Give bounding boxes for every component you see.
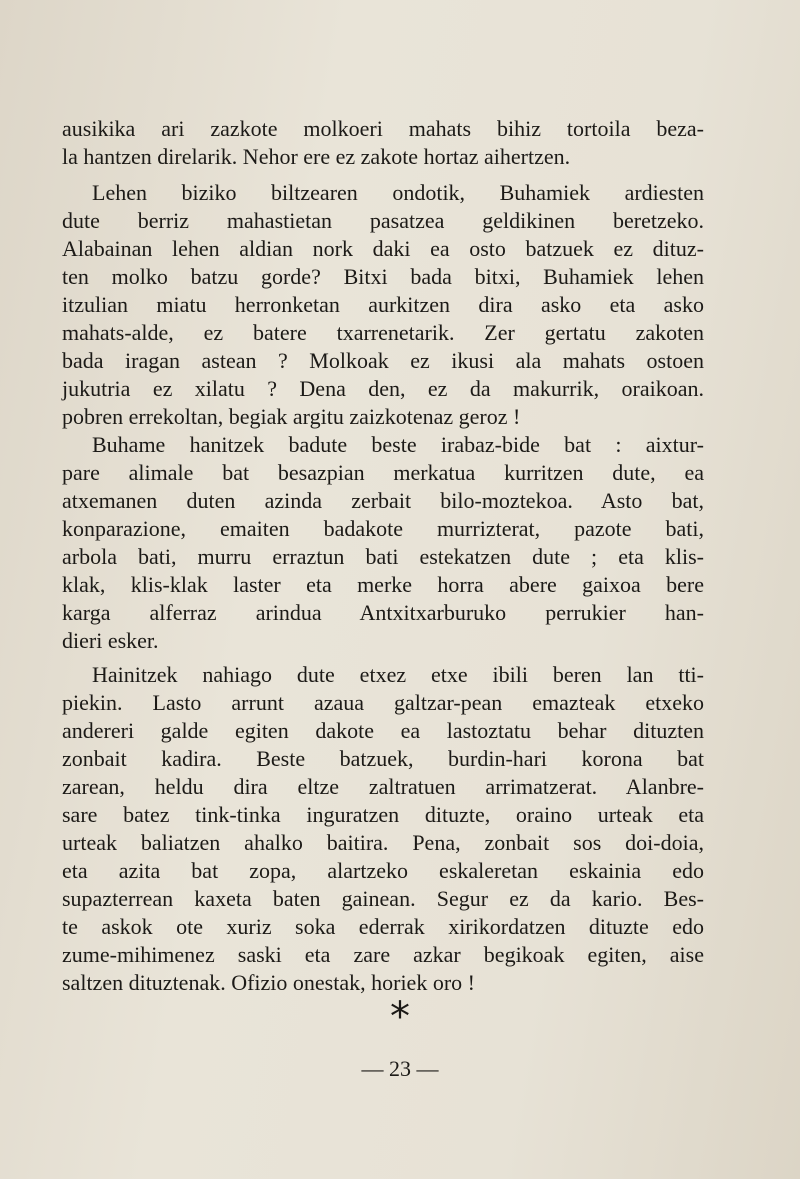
text-line: Hainitzek nahiago dute etxez etxe ibili beren lan tti- xyxy=(92,662,704,687)
text-line: pare alimale bat besazpian merkatua kurritzen dute, ea xyxy=(62,460,704,485)
text-line: atxemanen duten azinda zerbait bilo-moztekoa. Asto bat, xyxy=(62,488,704,513)
text-line: zonbait kadira. Beste batzuek, burdin-hari korona bat xyxy=(62,746,704,771)
text-line: sare batez tink-tinka inguratzen dituzte, oraino urteak eta xyxy=(62,802,704,827)
text-line: ausikika ari zazkote molkoeri mahats bihiz tortoila beza- xyxy=(62,116,704,141)
text-line: mahats-alde, ez batere txarrenetarik. Zer gertatu zakoten xyxy=(62,320,704,345)
text-line: dute berriz mahastietan pasatzea geldikinen beretzeko. xyxy=(62,208,704,233)
text-line: piekin. Lasto arrunt azaua galtzar-pean emazteak etxeko xyxy=(62,690,704,715)
section-ornament: * xyxy=(390,994,410,1040)
text-line: pobren errekoltan, begiak argitu zaizkotenaz geroz ! xyxy=(62,404,521,429)
text-line: zarean, heldu dira eltze zaltratuen arrimatzerat. Alanbre- xyxy=(62,774,704,799)
text-line: Buhame hanitzek badute beste irabaz-bide bat : aixtur- xyxy=(92,432,704,457)
text-line: ten molko batzu gorde? Bitxi bada bitxi, Buhamiek lehen xyxy=(62,264,704,289)
text-line: dieri esker. xyxy=(62,628,159,653)
text-line: supazterrean kaxeta baten gainean. Segur ez da kario. Bes- xyxy=(62,886,704,911)
text-line: bada iragan astean ? Molkoak ez ikusi ala mahats ostoen xyxy=(62,348,704,373)
text-line: karga alferraz arindua Antxitxarburuko perrukier han- xyxy=(62,600,704,625)
page-number: — 23 — xyxy=(361,1056,439,1081)
text-line: eta azita bat zopa, alartzeko eskaleretan eskainia edo xyxy=(62,858,704,883)
text-line: klak, klis-klak laster eta merke horra abere gaixoa bere xyxy=(62,572,704,597)
text-line: itzulian miatu herronketan aurkitzen dira asko eta asko xyxy=(62,292,704,317)
text-line: saltzen dituztenak. Ofizio onestak, horiek oro ! xyxy=(62,970,475,995)
text-line: te askok ote xuriz soka ederrak xirikordatzen dituzte edo xyxy=(62,914,704,939)
text-line: la hantzen direlarik. Nehor ere ez zakote hortaz aihertzen. xyxy=(62,144,571,169)
text-line: konparazione, emaiten badakote murrizterat, pazote bati, xyxy=(62,516,704,541)
text-line: zume-mihimenez saski eta zare azkar begikoak egiten, aise xyxy=(62,942,704,967)
text-line: andereri galde egiten dakote ea lastoztatu behar dituzten xyxy=(62,718,704,743)
text-line: Lehen biziko biltzearen ondotik, Buhamiek ardiesten xyxy=(92,180,704,205)
text-line: arbola bati, murru erraztun bati estekatzen dute ; eta klis- xyxy=(62,544,704,569)
text-line: urteak baliatzen ahalko baitira. Pena, zonbait sos doi-doia, xyxy=(62,830,704,855)
text-line: Alabainan lehen aldian nork daki ea osto batzuek ez dituz- xyxy=(62,236,704,261)
text-line: jukutria ez xilatu ? Dena den, ez da makurrik, oraikoan. xyxy=(62,376,704,401)
